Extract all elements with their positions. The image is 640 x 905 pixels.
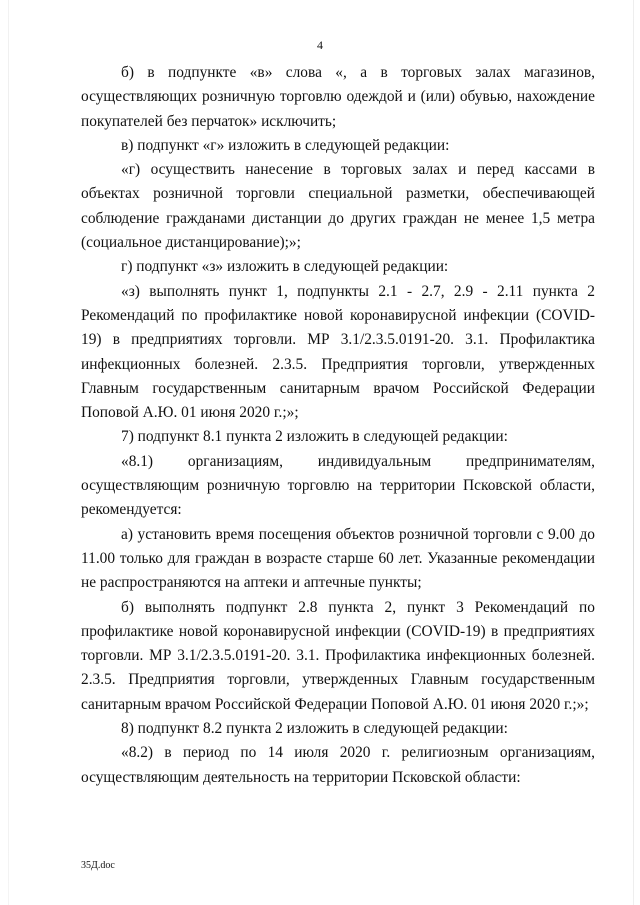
paragraph-item-g-heading: г) подпункт «з» изложить в следующей редакции: bbox=[121, 258, 449, 276]
file-name-footer: 35Д.doc bbox=[81, 860, 115, 871]
document-body bbox=[81, 61, 595, 790]
paragraph-item-7-heading: 7) подпункт 8.1 пункта 2 изложить в следующей редакции: bbox=[121, 428, 508, 446]
scan-edge-left bbox=[8, 0, 9, 905]
page-number: 4 bbox=[317, 38, 323, 52]
paragraph-item-b-exclusion: б) в подпункте «в» слова «, а в торговых залах магазинов, осуществляющих розничную торговлю одеждой и (или) обувью, нахождение покупателей без перчаток» исключить; bbox=[81, 64, 595, 130]
paragraph-item-v-heading: в) подпункт «г» изложить в следующей редакции: bbox=[121, 136, 450, 154]
paragraph-8-1-a-text: а) установить время посещения объектов розничной торговли с 9.00 до 11.00 только для граждан в возрасте старше 60 лет. Указанные рекомендации не распространяются на аптеки и аптечные пункты; bbox=[81, 525, 595, 592]
paragraph-item-8-heading: 8) подпункт 8.2 пункта 2 изложить в следующей редакции: bbox=[121, 720, 508, 738]
paragraph-8-1-text: «8.1) организациям, индивидуальным предпринимателям, осуществляющим розничную торговлю на территории Псковской области, рекомендуется: bbox=[81, 452, 595, 519]
paragraph-8-1-b-text: б) выполнять подпункт 2.8 пункта 2, пункт 3 Рекомендаций по профилактике новой коронавирусной инфекции (COVID-19) в предприятиях торговли. МР 3.1/2.3.5.0191-20. 3.1. Профилактика инфекционных болезней. 2.3.5. Предприятия торговли, утвержденных Главным государственным санитарным врачом Российской Федерации Поповой А.Ю. 01 июня 2020 г.;»; bbox=[81, 598, 595, 713]
scan-edge-right bbox=[633, 0, 634, 905]
paragraph-subitem-g-text: «г) осуществить нанесение в торговых залах и перед кассами в объектах розничной торговли специальной разметки, обеспечивающей соблюдение гражданами дистанции до других граждан не менее 1,5 метра (социальное дистанцирование);»; bbox=[81, 161, 595, 252]
paragraph-8-2-text: «8.2) в период по 14 июля 2020 г. религиозным организациям, осуществляющим деятельность на территории Псковской области: bbox=[81, 744, 595, 786]
paragraph-subitem-z-text: «з) выполнять пункт 1, подпункты 2.1 - 2.7, 2.9 - 2.11 пункта 2 Рекомендаций по профилактике новой коронавирусной инфекции (COVID-19) в предприятиях торговли. МР 3.1/2.3.5.0191-20. 3.1. Профилактика инфекционных болезней. 2.3.5. Предприятия торговли, утвержденных Главным государственным санитарным врачом Российской Федерации Поповой А.Ю. 01 июня 2020 г.;»; bbox=[81, 282, 595, 422]
